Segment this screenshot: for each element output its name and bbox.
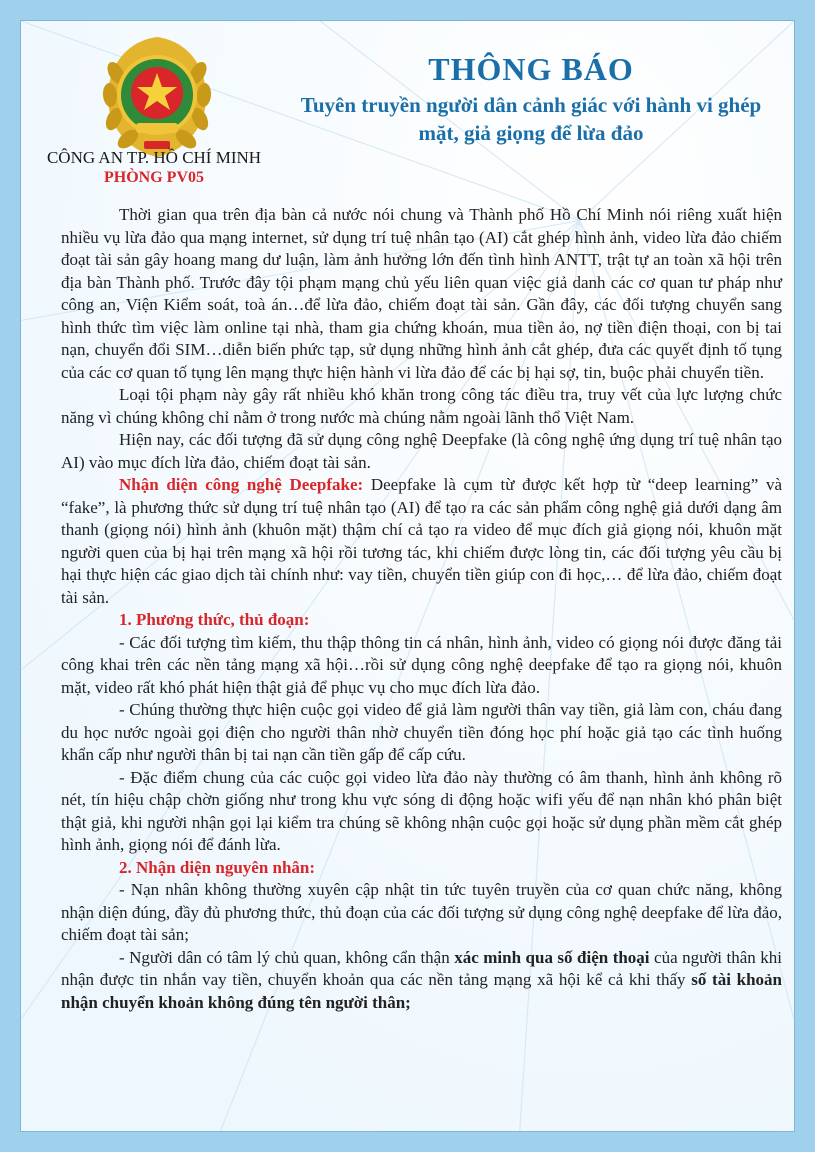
notice-page (20, 20, 795, 1132)
emphasis-wrong-account: số tài khoản nhận chuyển khoản không đúng tên người thân; (61, 970, 782, 1012)
paragraph-deepfake-usage: Hiện nay, các đối tượng đã sử dụng công nghệ Deepfake (là công nghệ ứng dụng trí tuệ nhân tạo AI) vào mục đích lừa đảo, chiếm đoạt tài sản. (61, 430, 782, 472)
paragraph-deepfake-definition (61, 474, 782, 609)
section1-item: - Đặc điểm chung của các cuộc gọi video lừa đảo này thường có âm thanh, hình ảnh không rõ nét, tín hiệu chập chờn giống như trong khu vực sóng di động hoặc wifi yếu để nạn nhân khó phân biệt thật giả, khi người nhận gọi lại kiểm tra chúng sẽ không nhận cuộc gọi hoặc sử dụng phần mềm cắt ghép hình ảnh, giọng nói để đánh lừa. (61, 767, 782, 854)
paragraph-intro: Thời gian qua trên địa bàn cả nước nói chung và Thành phố Hồ Chí Minh nói riêng xuất hiện nhiều vụ lừa đảo qua mạng internet, sử dụng trí tuệ nhân tạo (AI) cắt ghép hình ảnh, video lừa đảo chiếm đoạt tài sản gây hoang mang dư luận, làm ảnh hưởng lớn đến tình hình ANTT, trật tự an toàn xã hội trên địa bàn Thành phố. Trước đây tội phạm mạng chủ yếu liên quan việc giả danh các cơ quan tư pháp như công an, Viện Kiểm soát, toà án…để lừa đảo, chiếm đoạt tài sản. Gần đây, các đối tượng chuyển sang hình thức tìm việc làm online tại nhà, tham gia chứng khoán, mua tiền ảo, nợ tiền điện thoại, con bị tai nạn, chuyển đổi SIM…diễn biến phức tạp, sử dụng những hình ảnh cắt ghép, đưa các quyết định tố tụng của các cơ quan tố tụng lên mạng thực hiện hành vi lừa đảo để các bị hại sợ, tin, buộc phải chuyển tiền. (61, 205, 782, 382)
section1-heading: 1. Phương thức, thủ đoạn: (119, 610, 310, 629)
section2-item: - Nạn nhân không thường xuyên cập nhật tin tức tuyên truyền của cơ quan chức năng, không nhận diện đúng, đầy đủ phương thức, thủ đoạn của các đối tượng sử dụng công nghệ deepfake để lừa đảo, chiếm đoạt tài sản; (61, 880, 782, 944)
department-name: PHÒNG PV05 (104, 169, 204, 186)
section2-item (61, 947, 782, 1015)
police-emblem-icon (98, 33, 216, 161)
section2-item-text: của người thân khi nhận được tin nhắn vay tiền, chuyển khoản qua các nền tảng mạng xã hội kể cả khi thấy (61, 947, 782, 989)
section1-item: - Chúng thường thực hiện cuộc gọi video để giả làm người thân vay tiền, giả làm con, cháu đang du học nước ngoài gọi điện cho người thân nhờ chuyển tiền đóng học phí hoặc giả tạo các tình huống khẩn cấp như người thân bị tai nạn cần tiền gấp để cấp cứu. (61, 700, 782, 764)
page-title: THÔNG BÁO (428, 51, 634, 87)
section1-item: - Các đối tượng tìm kiếm, thu thập thông tin cá nhân, hình ảnh, video có giọng nói được đăng tải công khai trên các nền tảng mạng xã hội…rồi sử dụng công nghệ deepfake để tạo ra giọng nói, khuôn mặt, video rất khó phát hiện thật giả để phục vụ cho mục đích lừa đảo. (61, 632, 782, 697)
section2-item-text: - Người dân có tâm lý chủ quan, không cẩn thận (119, 947, 455, 967)
notice-body (61, 204, 782, 1014)
page-subtitle: Tuyên truyền người dân cảnh giác với hành vi ghép mặt, giả giọng để lừa đảo (300, 93, 762, 145)
emphasis-verify-phone: xác minh qua số điện thoại (454, 947, 650, 967)
deepfake-definition-text: Deepfake là cụm từ được kết hợp từ “deep learning” và “fake”, là phương thức sử dụng trí tuệ nhân tạo (AI) để tạo ra các sản phẩm công nghệ giả dưới dạng âm thanh (giọng nói) hình ảnh (khuôn mặt) thậm chí cả tạo ra video để mục đích giả giọng nói, khuôn mặt người quen của bị hại trên mạng xã hội rồi tương tác, khi chiếm được lòng tin, các đối tượng yêu cầu bị hại thực hiện các giao dịch tài chính như: vay tiền, chuyển tiền giúp con đi học,… để lừa đảo, chiếm đoạt tài sản. (61, 475, 782, 607)
org-name: CÔNG AN TP. HỒ CHÍ MINH (46, 148, 262, 167)
paragraph-difficulty: Loại tội phạm này gây rất nhiều khó khăn trong công tác điều tra, truy vết của lực lượng chức năng vì chúng không chỉ nằm ở trong nước mà chúng nằm ngoài lãnh thổ Việt Nam. (61, 385, 782, 427)
deepfake-label: Nhận diện công nghệ Deepfake: (119, 475, 364, 494)
section2-heading: 2. Nhận diện nguyên nhân: (119, 857, 316, 877)
